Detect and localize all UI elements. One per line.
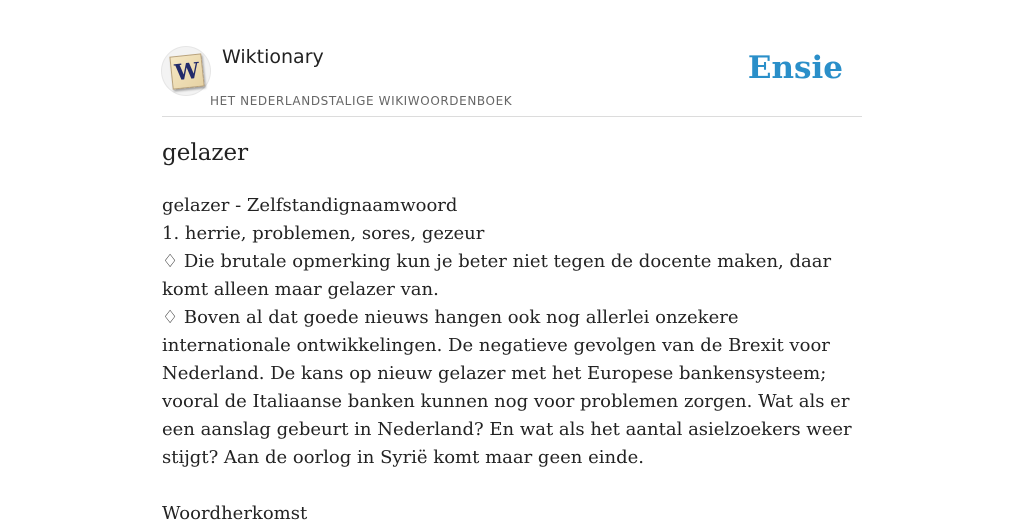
logo-tile-icon [169,53,204,89]
definition: 1. herrie, problemen, sores, gezeur [162,223,485,244]
site-header [162,0,862,117]
page-container [162,0,862,524]
section-heading-etymology: Woordherkomst [162,503,308,524]
site-name[interactable]: Wiktionary [222,46,324,68]
example-sentence: ♢ Boven al dat goede nieuws hangen ook nog allerlei onzekere internationale ontwikkelingen. De negatieve gevolgen van de Brexit voor Nederland. De kans op nieuw gelazer met het Europese bankensysteem; vooral de Italiaanse banken kunnen nog voor problemen zorgen. Wat als er een aanslag gebeurt in Nederland? En wat als het aantal asielzoekers weer stijgt? Aan de oorlog in Syrië komt maar geen einde. [162,307,852,468]
entry-content [162,192,864,528]
example-sentence: ♢ Die brutale opmerking kun je beter niet tegen de docente maken, daar komt alleen maar gelazer van. [162,251,832,300]
logo-letter: W [173,57,201,86]
site-tagline: HET NEDERLANDSTALIGE WIKIWOORDENBOEK [210,94,513,108]
wiktionary-logo[interactable] [162,47,210,95]
ensie-brand-link[interactable]: Ensie [747,50,843,86]
page-title: gelazer [162,140,249,166]
part-of-speech-line: gelazer - Zelfstandignaamwoord [162,195,458,216]
spacer [162,472,864,500]
